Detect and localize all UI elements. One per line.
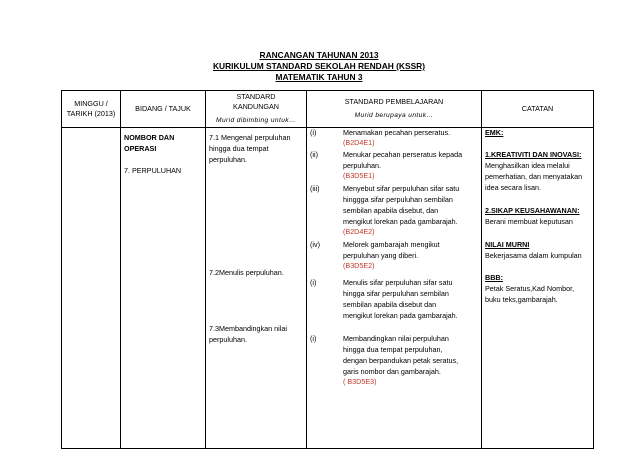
- catatan-kreativiti-line3: idea secara lisan.: [485, 183, 541, 192]
- catatan-emk: EMK:: [485, 128, 504, 137]
- sp-7-3-i-line4: garis nombor dan gambarajah.: [343, 367, 441, 376]
- bidang-line2: OPERASI: [124, 144, 157, 153]
- sp-iii-line1: Menyebut sifar perpuluhan sifar satu: [343, 184, 460, 193]
- header-catatan-label: CATATAN: [521, 103, 554, 113]
- catatan-kreativiti-heading: 1.KREATIVITI DAN INOVASI:: [485, 150, 582, 159]
- header-catatan: [482, 91, 594, 128]
- sp-7-2-i-line3: sembilan apabila disebut dan: [343, 300, 437, 309]
- header-sp-sub: Murid berupaya untuk…: [354, 111, 434, 119]
- header-sk-line2: KANDUNGAN: [233, 102, 279, 112]
- sp-iv-number: (iv): [310, 240, 320, 249]
- rancangan-table: [61, 90, 594, 449]
- catatan-bbb-line1: Petak Seratus,Kad Nombor,: [485, 284, 575, 293]
- sp-ii-number: (ii): [310, 150, 318, 159]
- title-line-3: MATEMATIK TAHUN 3: [275, 72, 363, 82]
- cell-catatan: [482, 128, 594, 449]
- sp-7-3-i-code: ( B3D5E3): [343, 377, 377, 386]
- sp-i-number: (i): [310, 128, 317, 137]
- title-line-1: RANCANGAN TAHUNAN 2013: [259, 50, 379, 60]
- sp-i-line1: Menamakan pecahan perseratus.: [343, 128, 451, 137]
- sk-7-1-line2: hingga dua tempat: [209, 144, 269, 153]
- bidang-line3: 7. PERPULUHAN: [124, 166, 182, 175]
- header-standard-kandungan: [206, 91, 307, 128]
- sp-7-2-i-line1: Menulis sifar perpuluhan sifar satu: [343, 278, 453, 287]
- sp-7-3-i-line3: dengan berpandukan petak seratus,: [343, 356, 459, 365]
- sp-iii-line3: sembilan apabila disebut, dan: [343, 206, 439, 215]
- catatan-kreativiti-line2: pemerhatian, dan menyatakan: [485, 172, 583, 181]
- sk-7-3-line2: perpuluhan.: [209, 335, 247, 344]
- sp-7-3-i-number: (i): [310, 334, 317, 343]
- sp-ii-line2: perpuluhan.: [343, 161, 381, 170]
- cell-minggu: [62, 128, 121, 449]
- header-bidang-label: BIDANG / TAJUK: [135, 103, 191, 113]
- cell-standard-pembelajaran: [307, 128, 482, 449]
- header-sk-line1: STANDARD: [236, 91, 276, 101]
- header-bidang: [121, 91, 206, 128]
- sk-7-1-line3: perpuluhan.: [209, 155, 247, 164]
- sp-iv-line1: Melorek gambarajah mengikut: [343, 240, 440, 249]
- catatan-bbb-line2: buku teks,gambarajah.: [485, 295, 558, 304]
- sk-7-2-line1: 7.2Menulis perpuluhan.: [209, 268, 284, 277]
- catatan-bbb-heading: BBB:: [485, 273, 503, 282]
- header-sk-sub: Murid dibimbing untuk…: [216, 116, 296, 124]
- sp-7-2-i-number: (i): [310, 278, 317, 287]
- catatan-nilai-heading: NILAI MURNI: [485, 240, 530, 249]
- sp-ii-line1: Menukar pecahan perseratus kepada: [343, 150, 463, 159]
- sk-7-3-line1: 7.3Membandingkan nilai: [209, 324, 287, 333]
- sp-iv-code: (B3D5E2): [343, 261, 375, 270]
- catatan-sikap-heading: 2.SIKAP KEUSAHAWANAN:: [485, 206, 580, 215]
- table-row: [62, 128, 594, 449]
- sp-iv-line2: perpuluhan yang diberi.: [343, 251, 419, 260]
- sp-7-3-i-line2: hingga dua tempat perpuluhan,: [343, 345, 443, 354]
- sp-iii-line2: hinggga sifar perpuluhan sembilan: [343, 195, 453, 204]
- header-sp-label: STANDARD PEMBELAJARAN: [344, 97, 444, 106]
- header-minggu: [62, 91, 121, 128]
- sk-7-1-line1: 7.1 Mengenal perpuluhan: [209, 133, 291, 142]
- sp-iii-code: (B2D4E2): [343, 227, 375, 236]
- sp-iii-line4: mengikut lorekan pada gambarajah.: [343, 217, 458, 226]
- sp-7-2-i-line2: hingga sifar perpuluhan sembilan: [343, 289, 449, 298]
- sp-i-code: (B2D4E1): [343, 138, 375, 147]
- cell-standard-kandungan: [206, 128, 307, 449]
- catatan-nilai-line1: Bekerjasama dalam kumpulan: [485, 251, 582, 260]
- sp-7-3-i-line1: Membandingkan nilai perpuluhan: [343, 334, 449, 343]
- catatan-kreativiti-line1: Menghasilkan idea melalui: [485, 161, 570, 170]
- sp-ii-code: (B3D5E1): [343, 171, 375, 180]
- table-header-row: [62, 91, 594, 128]
- sp-7-2-i-line4: mengikut lorekan pada gambarajah.: [343, 311, 458, 320]
- title-line-2: KURIKULUM STANDARD SEKOLAH RENDAH (KSSR): [212, 61, 425, 71]
- header-minggu-line2: TARIKH (2013): [66, 109, 116, 118]
- bidang-line1: NOMBOR DAN: [124, 133, 175, 142]
- header-minggu-line1: MINGGU /: [74, 98, 108, 108]
- sp-iii-number: (iii): [310, 184, 320, 193]
- header-standard-pembelajaran: [307, 91, 482, 128]
- document-title: [0, 50, 638, 83]
- catatan-sikap-line1: Berani membuat keputusan: [485, 217, 573, 226]
- cell-bidang: [121, 128, 206, 449]
